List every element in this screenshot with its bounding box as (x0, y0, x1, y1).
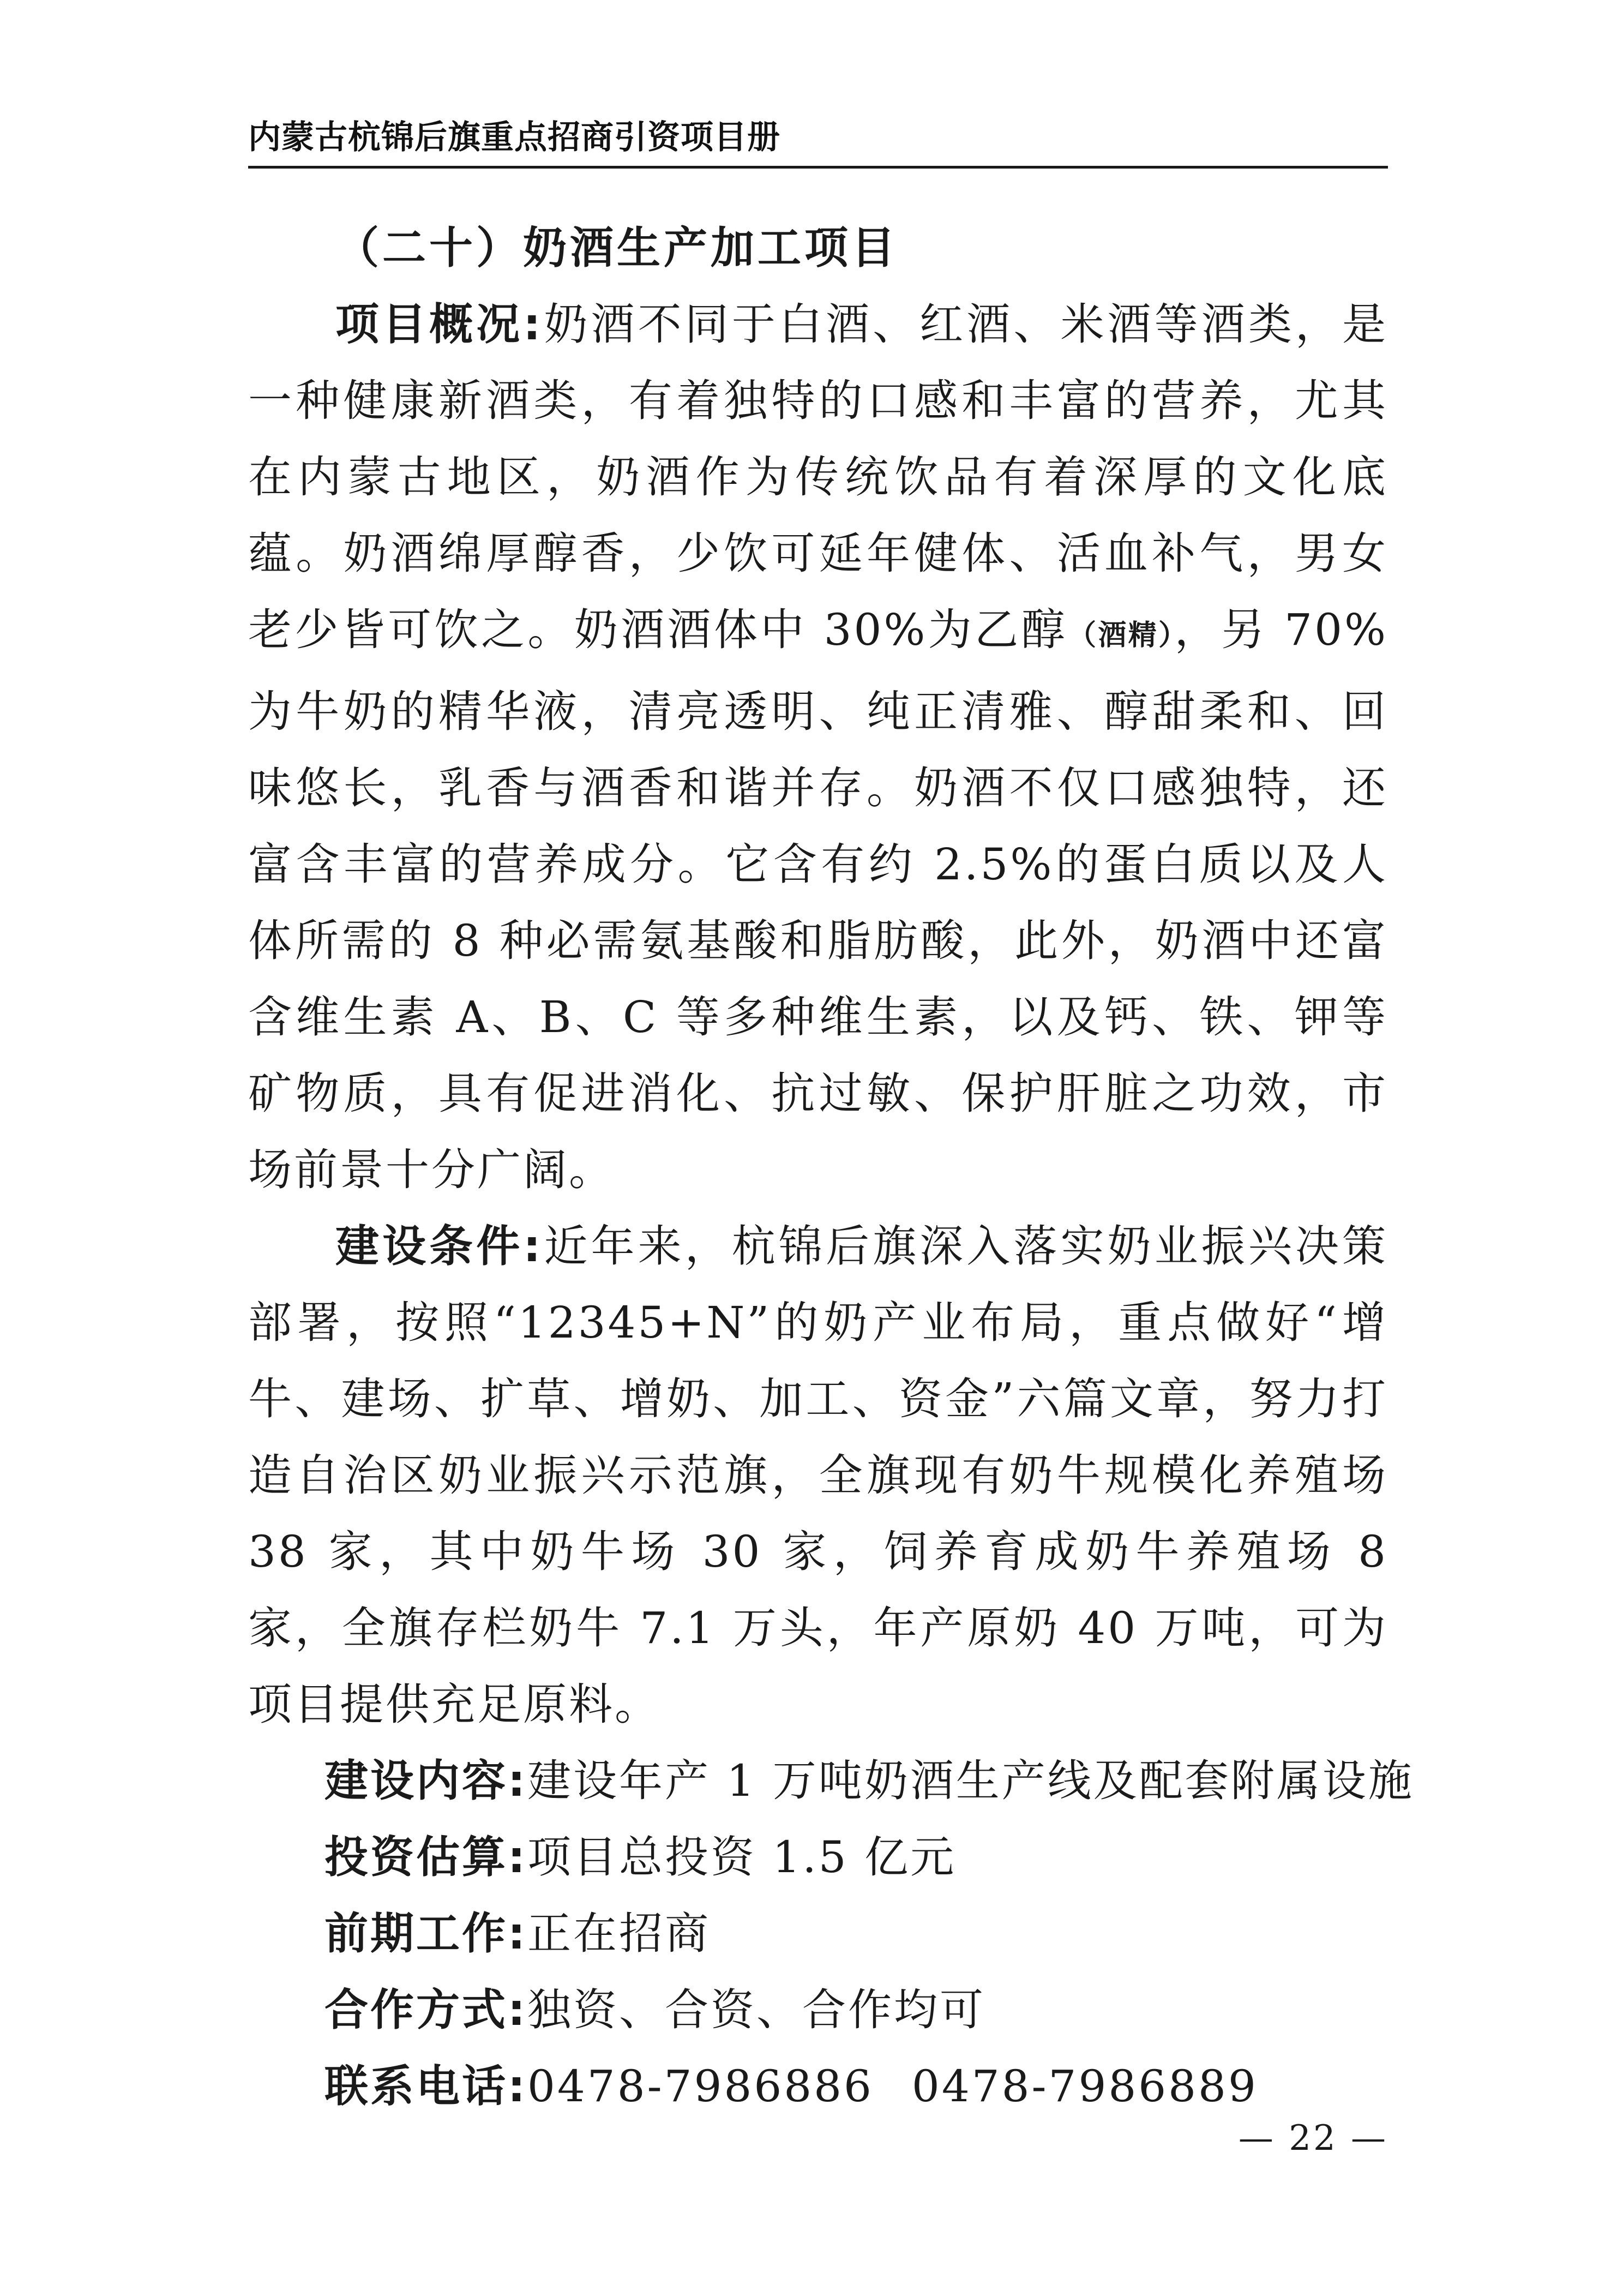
cooperation-field (248, 1972, 1388, 2048)
project-overview (248, 286, 1388, 1208)
contact-phone-1: 0478-7986886 (527, 2061, 874, 2112)
overview-label: 项目概况: (335, 299, 543, 350)
document-body (248, 210, 1414, 2125)
overview-text-a: 奶酒不同于白酒、红酒、米酒等酒类，是一种健康新酒类，有着独特的口感和丰富的营养，尤其在内蒙古地区，奶酒作为传统饮品有着深厚的文化底蕴。奶酒绵厚醇香，少饮可延年健体、活血补气，男女老少皆可饮之。奶酒酒体中 30%为乙醇 (248, 299, 1388, 655)
overview-text-b: ，另 70%为牛奶的精华液，清亮透明、纯正清雅、醇甜柔和、回味悠长，乳香与酒香和谐并存。奶酒不仅口感独特，还富含丰富的营养成分。它含有约 2.5%的蛋白质以及人体所需的 8 种必需氨基酸和脂肪酸，此外，奶酒中还富含维生素 A、B、C 等多种维生素，以及钙、铁、钾等矿物质，具有促进消化、抗过敏、保护肝脏之功效，市场前景十分广阔。 (248, 604, 1388, 1195)
conditions-label: 建设条件: (335, 1221, 543, 1272)
section-title: （二十）奶酒生产加工项目 (335, 223, 898, 273)
preliminary-work-field (248, 1896, 1388, 1972)
contact-field (248, 2048, 1388, 2125)
preliminary-work-label: 前期工作: (324, 1908, 527, 1959)
investment-label: 投资估算: (324, 1832, 527, 1883)
overview-note: （酒精） (1067, 619, 1175, 652)
header-divider (248, 166, 1388, 169)
conditions-text: 近年来，杭锦后旗深入落实奶业振兴决策部署，按照“12345+N”的奶产业布局，重点做好“增牛、建场、扩草、增奶、加工、资金”六篇文章，努力打造自治区奶业振兴示范旗，全旗现有奶牛规模化养殖场 38 家，其中奶牛场 30 家，饲养育成奶牛养殖场 8 家，全旗存栏奶牛 7.1 万头，年产原奶 40 万吨，可为项目提供充足原料。 (248, 1221, 1388, 1730)
construction-content-label: 建设内容: (324, 1755, 527, 1806)
investment-field (248, 1819, 1388, 1896)
document-header: 内蒙古杭锦后旗重点招商引资项目册 (248, 118, 780, 157)
construction-conditions (248, 1208, 1388, 1743)
investment-value: 项目总投资 1.5 亿元 (527, 1832, 957, 1883)
construction-content-value: 建设年产 1 万吨奶酒生产线及配套附属设施 (527, 1755, 1414, 1806)
cooperation-label: 合作方式: (324, 1985, 527, 2035)
contact-label: 联系电话: (324, 2061, 527, 2112)
contact-phone-2: 0478-7986889 (911, 2061, 1258, 2112)
page-number: — 22 — (1238, 2118, 1388, 2159)
cooperation-value: 独资、合资、合作均可 (527, 1985, 985, 2035)
construction-content-field (248, 1743, 1414, 1819)
preliminary-work-value: 正在招商 (527, 1908, 711, 1959)
